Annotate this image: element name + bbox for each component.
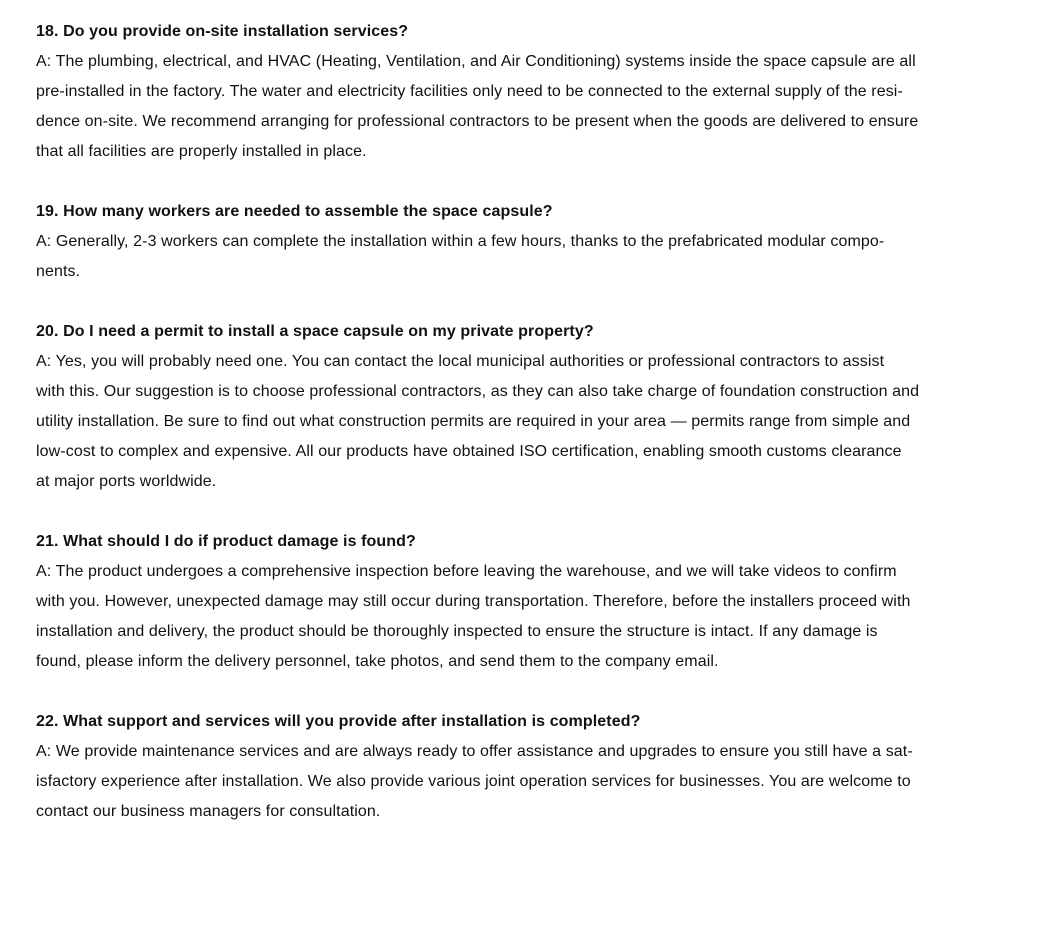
faq-section-21: [36, 527, 1016, 677]
faq-answer-line: with this. Our suggestion is to choose professional contractors, as they can also take charge of foundation construction and: [36, 383, 920, 400]
faq-answer-line: with you. However, unexpected damage may still occur during transportation. Therefore, before the installers proceed with: [36, 593, 911, 610]
faq-question-20: 20. Do I need a permit to install a space capsule on my private property?: [36, 323, 594, 340]
faq-answer-line: A: The product undergoes a comprehensive inspection before leaving the warehouse, and we will take videos to confirm: [36, 563, 897, 580]
faq-answer-line: A: Yes, you will probably need one. You can contact the local municipal authorities or professional contractors to assist: [36, 353, 885, 370]
faq-question-21: 21. What should I do if product damage is found?: [36, 533, 416, 550]
faq-answer-line: low-cost to complex and expensive. All our products have obtained ISO certification, enabling smooth customs clearance: [36, 443, 902, 460]
faq-answer-line: A: We provide maintenance services and are always ready to offer assistance and upgrades to ensure you still have a sat-: [36, 743, 913, 760]
faq-answer-line: nents.: [36, 263, 81, 280]
faq-answer-line: A: The plumbing, electrical, and HVAC (Heating, Ventilation, and Air Conditioning) systems inside the space capsule are all: [36, 53, 916, 70]
faq-answer-line: installation and delivery, the product should be thoroughly inspected to ensure the structure is intact. If any damage is: [36, 623, 878, 640]
faq-section-22: [36, 707, 1016, 827]
faq-question-19: 19. How many workers are needed to assemble the space capsule?: [36, 203, 553, 220]
faq-answer-line: contact our business managers for consultation.: [36, 803, 381, 820]
faq-answer-line: utility installation. Be sure to find out what construction permits are required in your area — permits range from simple and: [36, 413, 911, 430]
faq-answer-line: at major ports worldwide.: [36, 473, 217, 490]
faq-section-18: [36, 17, 1016, 167]
faq-section-20: [36, 317, 1016, 497]
faq-question-22: 22. What support and services will you provide after installation is completed?: [36, 713, 641, 730]
faq-answer-line: that all facilities are properly installed in place.: [36, 143, 367, 160]
faq-answer-line: A: Generally, 2-3 workers can complete the installation within a few hours, thanks to the prefabricated modular compo-: [36, 233, 885, 250]
faq-answer-line: pre-installed in the factory. The water and electricity facilities only need to be connected to the external supply of the resi-: [36, 83, 903, 100]
faq-question-18: 18. Do you provide on-site installation services?: [36, 23, 409, 40]
faq-answer-line: isfactory experience after installation. We also provide various joint operation services for businesses. You are welcome to: [36, 773, 911, 790]
faq-answer-line: dence on-site. We recommend arranging for professional contractors to be present when the goods are delivered to ensure: [36, 113, 919, 130]
faq-answer-line: found, please inform the delivery personnel, take photos, and send them to the company email.: [36, 653, 719, 670]
faq-section-19: [36, 197, 1016, 287]
